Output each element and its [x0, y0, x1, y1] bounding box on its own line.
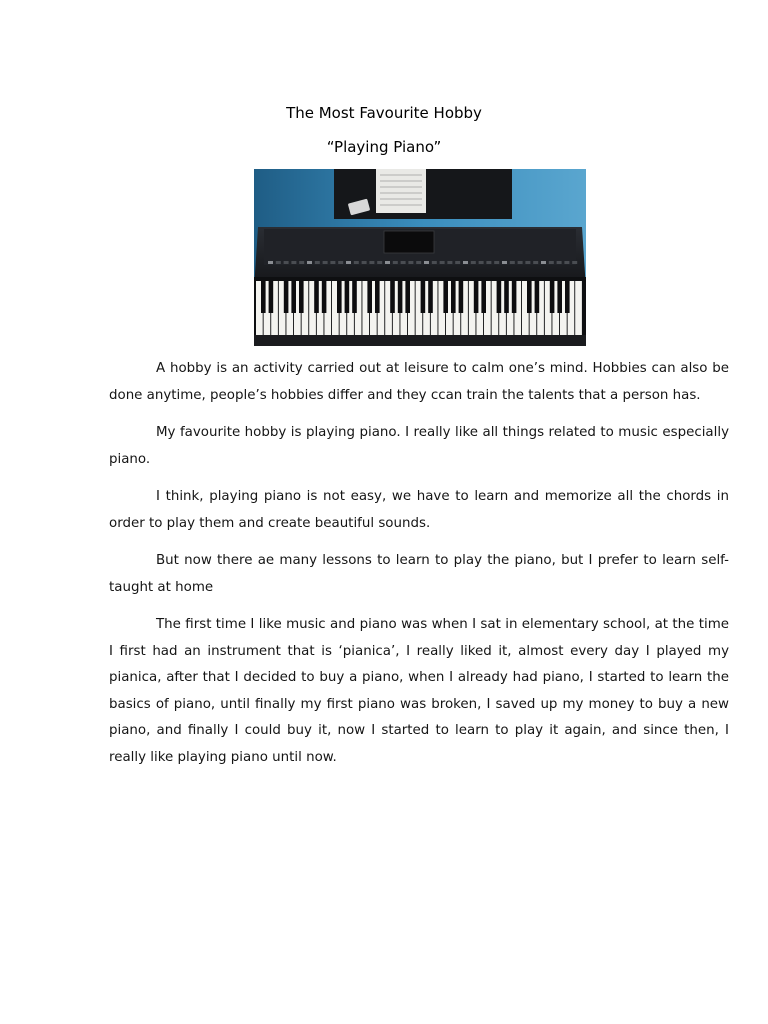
- panel-button: [447, 261, 452, 264]
- panel-button: [463, 261, 468, 264]
- panel-button: [557, 261, 562, 264]
- panel-button: [299, 261, 304, 264]
- black-key: [398, 281, 403, 313]
- panel-button: [440, 261, 445, 264]
- panel-button: [338, 261, 343, 264]
- panel-button: [346, 261, 351, 264]
- panel-button: [307, 261, 312, 264]
- panel-button: [471, 261, 476, 264]
- black-key: [367, 281, 372, 313]
- paragraph-4: But now there ae many lessons to learn to play the piano, but I prefer to learn self-taught at home: [109, 553, 729, 595]
- black-key: [314, 281, 319, 313]
- black-key: [565, 281, 570, 313]
- black-key: [451, 281, 456, 313]
- panel-button: [377, 261, 382, 264]
- panel-button: [315, 261, 320, 264]
- black-key: [345, 281, 350, 313]
- panel-button: [572, 261, 577, 264]
- black-key: [512, 281, 517, 313]
- black-key: [459, 281, 464, 313]
- paragraph-2: My favourite hobby is playing piano. I really like all things related to music especially piano.: [109, 425, 729, 467]
- panel-button: [362, 261, 367, 264]
- panel-button: [494, 261, 499, 264]
- panel-button: [354, 261, 359, 264]
- black-key: [269, 281, 274, 313]
- panel-button: [525, 261, 530, 264]
- panel-button: [510, 261, 515, 264]
- panel-button: [486, 261, 491, 264]
- black-key: [474, 281, 479, 313]
- black-key: [261, 281, 266, 313]
- white-key: [575, 281, 582, 335]
- black-key: [428, 281, 433, 313]
- panel-button: [518, 261, 523, 264]
- black-key: [375, 281, 380, 313]
- panel-button: [401, 261, 406, 264]
- paragraph-3: I think, playing piano is not easy, we have to learn and memorize all the chords in order to play them and create beautiful sounds.: [109, 489, 729, 531]
- black-key: [550, 281, 555, 313]
- black-key: [421, 281, 426, 313]
- panel-button: [564, 261, 569, 264]
- black-key: [535, 281, 540, 313]
- panel-button: [276, 261, 281, 264]
- black-key: [390, 281, 395, 313]
- black-key: [405, 281, 410, 313]
- panel-button: [284, 261, 289, 264]
- panel-button: [533, 261, 538, 264]
- black-key: [284, 281, 289, 313]
- panel-button: [330, 261, 335, 264]
- black-key: [291, 281, 296, 313]
- document-title: The Most Favourite Hobby: [286, 104, 482, 122]
- panel-button: [393, 261, 398, 264]
- black-key: [322, 281, 327, 313]
- paragraph-5: The first time I like music and piano was when I sat in elementary school, at the time I first had an instrument that is ‘pianica’, I really liked it, almost every day I played my pianica, after that I decided to buy a piano, when I already had piano, I started to learn the basics of piano, until finally my first piano was broken, I saved up my money to buy a new piano, and finally I could buy it, now I started to learn to play it again, and since then, I really like playing piano until now.: [109, 617, 729, 765]
- black-key: [481, 281, 486, 313]
- piano-photo: [254, 169, 586, 346]
- panel-button: [541, 261, 546, 264]
- black-key: [504, 281, 509, 313]
- panel-button: [268, 261, 273, 264]
- black-key: [527, 281, 532, 313]
- black-key: [557, 281, 562, 313]
- black-key: [337, 281, 342, 313]
- black-key: [352, 281, 357, 313]
- panel-button: [369, 261, 374, 264]
- document-subtitle: “Playing Piano”: [326, 138, 442, 156]
- panel-button: [416, 261, 421, 264]
- panel-button: [432, 261, 437, 264]
- body-text: [109, 356, 729, 782]
- panel-button: [479, 261, 484, 264]
- black-key: [497, 281, 502, 313]
- paragraph-1: A hobby is an activity carried out at leisure to calm one’s mind. Hobbies can also be done anytime, people’s hobbies differ and they ccan train the talents that a person has.: [109, 361, 729, 403]
- panel-button: [385, 261, 390, 264]
- panel-button: [323, 261, 328, 264]
- panel-button: [455, 261, 460, 264]
- panel-button: [549, 261, 554, 264]
- black-key: [299, 281, 304, 313]
- panel-button: [424, 261, 429, 264]
- black-key: [443, 281, 448, 313]
- panel-button: [291, 261, 296, 264]
- panel-button: [408, 261, 413, 264]
- panel-button: [502, 261, 507, 264]
